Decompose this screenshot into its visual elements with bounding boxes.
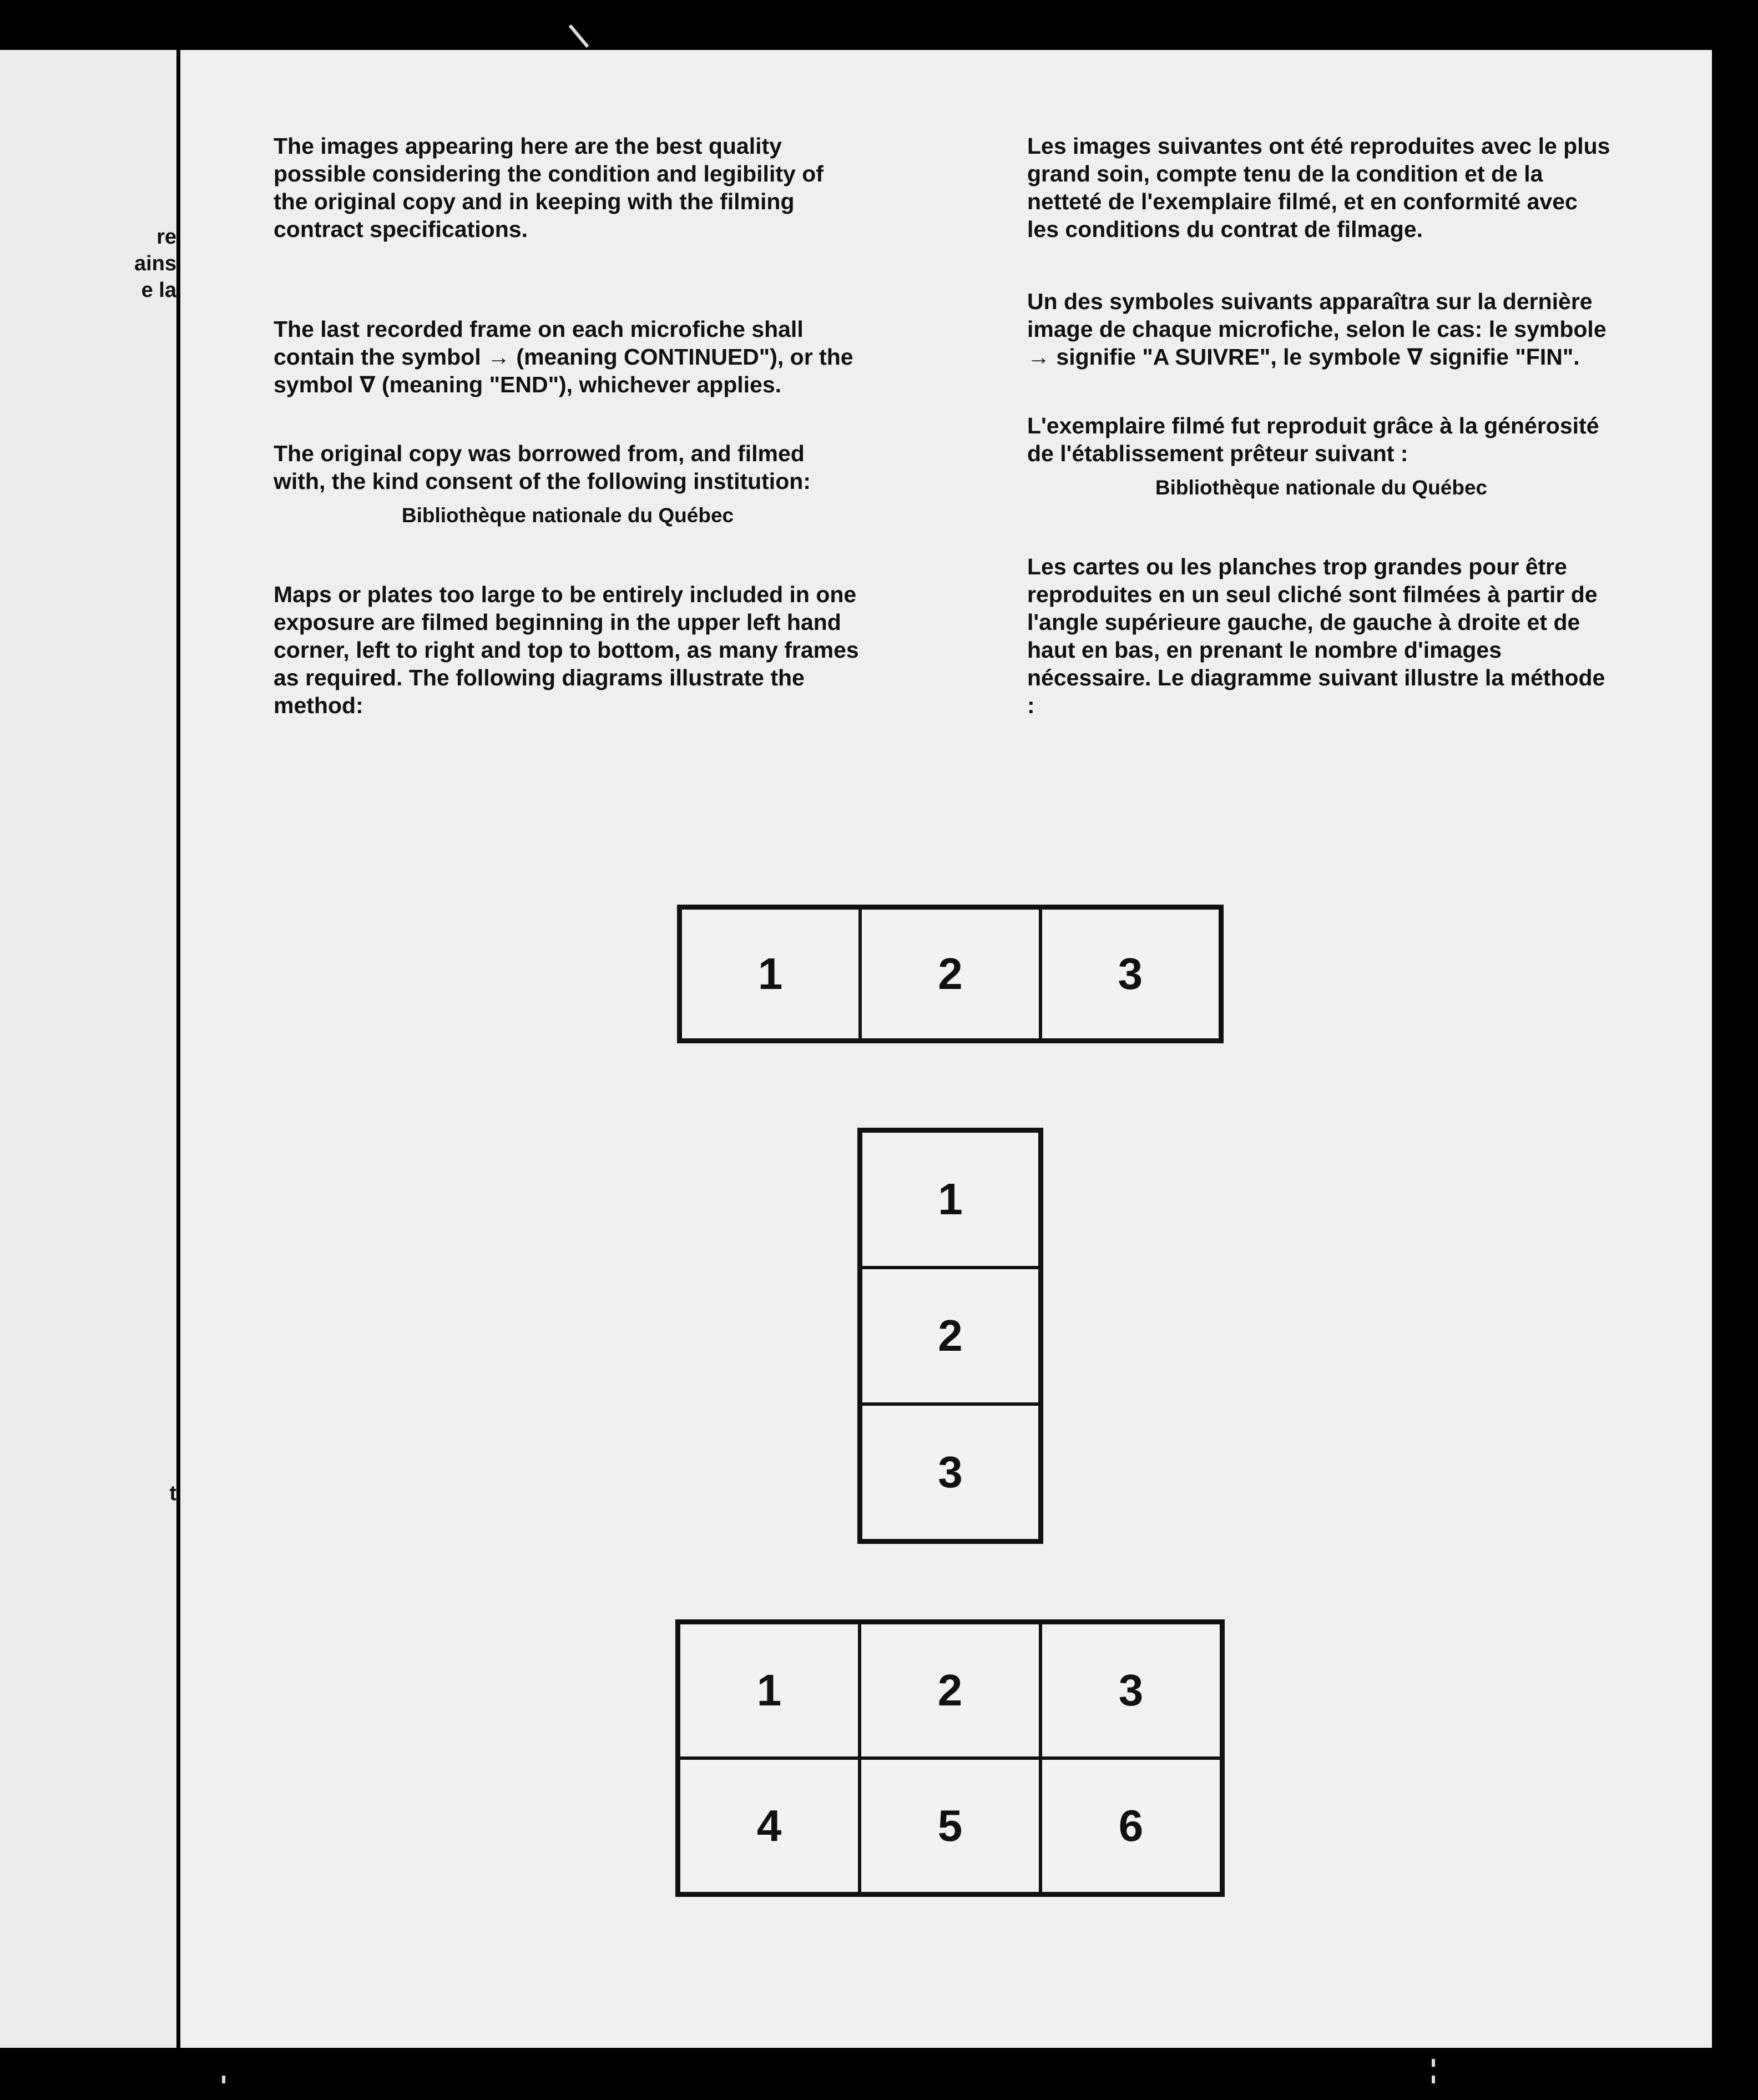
document-page: [180, 50, 1712, 2048]
frame-cell: 2: [861, 1268, 1040, 1404]
margin-fragment: ains: [134, 252, 176, 275]
frame-cell: 4: [679, 1758, 860, 1894]
margin-fragment: t: [169, 1482, 176, 1505]
english-symbol-paragraph: [274, 315, 862, 398]
frame-cell: 1: [680, 908, 860, 1040]
frame-cell: 3: [1040, 908, 1220, 1040]
grid-frame-diagram: [675, 1619, 1225, 1897]
french-institution-paragraph: L'exemplaire filmé fut reproduit grâce à la générosité de l'établissement prêteur suivant :: [1027, 413, 1599, 466]
french-maps-paragraph: Les cartes ou les planches trop grandes pour être reproduites en un seul cliché sont filmées à partir de l'angle supérieure gauche, de gauche à droite et de haut en bas, en prenant le nombre d'images nécessaire. Le diagramme suivant illustre la méthode :: [1027, 554, 1605, 718]
left-page-edge: [0, 50, 176, 2048]
horizontal-frame-diagram: [677, 905, 1224, 1043]
french-symbol-text-b: signifie "A SUIVRE", le symbole: [1056, 344, 1401, 370]
frame-cell: 1: [861, 1131, 1040, 1268]
french-symbol-paragraph: [1027, 287, 1615, 371]
english-column: [274, 132, 862, 719]
english-maps-paragraph: Maps or plates too large to be entirely included in one exposure are filmed beginning in the upper left hand corner, left to right and top to bottom, as many frames as required. The following diagrams illustrate the method:: [274, 582, 859, 718]
frame-cell: 5: [860, 1758, 1040, 1894]
english-symbol-text-a: The last recorded frame on each microfiche shall contain the symbol: [274, 316, 804, 370]
french-institution-name: Bibliothèque nationale du Québec: [1155, 476, 1488, 499]
english-symbol-text-b: (meaning CONTINUED"), or the symbol: [274, 344, 853, 397]
frame-cell: 2: [860, 1623, 1040, 1758]
margin-fragment: e la: [141, 279, 176, 302]
frame-cell: 1: [679, 1623, 860, 1758]
french-symbol-text-c: signifie "FIN".: [1429, 344, 1580, 370]
english-symbol-text-c: (meaning "END"), whichever applies.: [381, 372, 782, 397]
english-quality-paragraph: The images appearing here are the best quality possible considering the condition and legibility of the original copy and in keeping with the filming contract specifications.: [274, 133, 824, 242]
end-triangle-icon: ∇: [1407, 344, 1423, 370]
margin-fragment: re: [156, 225, 176, 249]
scan-speck: [1432, 2059, 1435, 2067]
frame-cell: 3: [1040, 1623, 1221, 1758]
continued-arrow-icon: →: [487, 344, 511, 370]
scan-speck: [1432, 2076, 1435, 2083]
frame-cell: 2: [860, 908, 1040, 1040]
french-symbol-text-a: Un des symboles suivants apparaîtra sur la dernière image de chaque microfiche, selon le cas: le symbole: [1027, 289, 1607, 342]
scan-speck: [222, 2076, 225, 2083]
continued-arrow-icon: →: [1027, 344, 1050, 370]
english-institution-paragraph: The original copy was borrowed from, and filmed with, the kind consent of the following institution:: [274, 441, 811, 494]
french-quality-paragraph: Les images suivantes ont été reproduites avec le plus grand soin, compte tenu de la condition et de la netteté de l'exemplaire filmé, et en conformité avec les conditions du contrat de filmage.: [1027, 133, 1610, 242]
frame-cell: 6: [1040, 1758, 1221, 1894]
vertical-frame-diagram: [857, 1128, 1043, 1544]
french-column: [1027, 132, 1615, 719]
english-institution-name: Bibliothèque nationale du Québec: [401, 504, 734, 527]
end-triangle-icon: ∇: [359, 372, 376, 397]
scan-speck: [569, 24, 589, 48]
frame-cell: 3: [861, 1404, 1040, 1541]
